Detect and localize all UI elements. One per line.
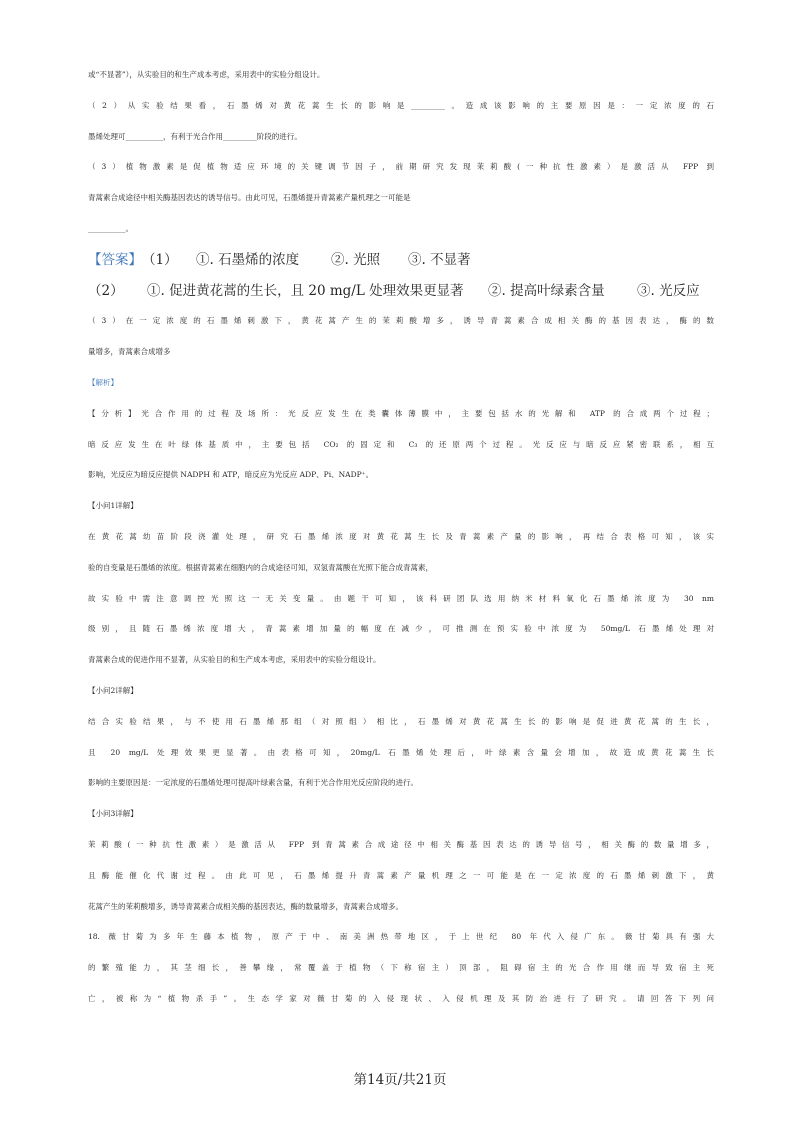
answer-part-3-line: （3）在一定浓度的石墨烯刺激下，黄花蒿产生的茉莉酸增多，诱导青蒿素合成相关酶的基因表达，酶的数 (88, 316, 714, 326)
answer-part-2-row (88, 276, 714, 307)
question-17-line: 墨烯处理可__________，有利于光合作用_________阶段的进行。 (88, 131, 302, 141)
subquestion-2-line: 结合实验结果，与不使用石墨烯那组（对照组）相比，石墨烯对黄花蒿生长的影响是促进黄花蒿的生长， (88, 716, 714, 726)
subquestion-3-heading: 【小问3详解】 (88, 809, 138, 819)
question-17-line: __________。 (88, 223, 133, 233)
answer-part-1-row (88, 245, 714, 276)
analysis-overview-line: 影响，光反应为暗反应提供 NADPH 和 ATP，暗反应为光反应 ADP、Pi、NADP⁺。 (88, 470, 374, 480)
question-17-line: 青蒿素合成途径中相关酶基因表达的诱导信号。由此可见，石墨烯提升青蒿素产量机理之一可能是 (88, 193, 411, 203)
page-body (88, 60, 714, 1015)
question-17-line: 或“不显著”），从实验目的和生产成本考虑，采用表中的实验分组设计。 (88, 70, 325, 79)
question-17-line: （3）植物激素是促植物适应环境的关键调节因子，前期研究发现茉莉酸(一种抗性激素）是激活从 FPP 到 (88, 162, 714, 172)
answer-part-1-item: ②. 光照 (331, 251, 381, 268)
answer-part-1-item: ③. 不显著 (408, 251, 471, 268)
subquestion-3-line: 茉莉酸(一种抗性激素）是激活从 FPP 到青蒿素合成途径中相关酶基因表达的诱导信号，相关酶的数量增多， (88, 839, 714, 849)
question-18-line: 18. 薇甘菊为多年生藤本植物，原产于中、南美洲热带地区，于上世纪 80 年代入侵广东。薇甘菊具有强大 (88, 932, 714, 942)
subquestion-1-heading: 【小问1详解】 (88, 501, 138, 511)
answer-part-2-number: （2） (88, 282, 124, 299)
question-17-line: （2）从实验结果看，石墨烯对黄花蒿生长的影响是_________。造成该影响的主要原因是：一定浓度的石 (88, 100, 714, 110)
subquestion-3-line: 花蒿产生的茉莉酸增多，诱导青蒿素合成相关酶的基因表达，酶的数量增多，青蒿素合成增多。 (88, 901, 403, 911)
analysis-overview-line: 暗反应发生在叶绿体基质中，主要包括 CO₂ 的固定和 C₃ 的还原两个过程。光反应与暗反应紧密联系，相互 (88, 439, 714, 449)
answer-label: 【答案】 (88, 251, 142, 268)
analysis-overview-line: 【分析】光合作用的过程及场所：光反应发生在类囊体薄膜中，主要包括水的光解和 ATP 的合成两个过程； (88, 408, 714, 418)
answer-part-1-number: （1） (142, 251, 178, 268)
subquestion-1-line: 验的自变量是石墨烯的浓度。根据青蒿素在细胞内的合成途径可知，双氢青蒿酸在光照下能合成青蒿素， (88, 562, 433, 572)
page-number: 第14页/共21页 (353, 1072, 447, 1088)
subquestion-1-line: 故实验中需注意调控光照这一无关变量。由题干可知，该科研团队选用纳米材料氧化石墨烯浓度为 30 nm (88, 593, 714, 603)
answer-part-3-line: 量增多，青蒿素合成增多 (88, 347, 171, 357)
subquestion-1-line: 在黄花蒿幼苗阶段浇灌处理，研究石墨烯浓度对黄花蒿生长及青蒿素产量的影响，再结合表格可知，该实 (88, 531, 714, 541)
subquestion-1-line: 青蒿素合成的促进作用不显著，从实验目的和生产成本考虑，采用表中的实验分组设计。 (88, 655, 381, 665)
subquestion-2-line: 且 20 mg/L 处理效果更显著。由表格可知，20mg/L 石墨烯处理后，叶绿素含量会增加，故造成黄花蒿生长 (88, 747, 714, 757)
subquestion-2-line: 影响的主要原因是：一定浓度的石墨烯处理可提高叶绿素含量，有利于光合作用光反应阶段的进行。 (88, 778, 418, 788)
answer-part-2-item: ①. 促进黄花蒿的生长，且 20 mg/L 处理效果更显著 (147, 282, 464, 299)
subquestion-2-heading: 【小问2详解】 (88, 685, 138, 695)
answer-part-2-item: ③. 光反应 (637, 282, 700, 299)
subquestion-3-line: 且酶能催化代谢过程。由此可见，石墨烯提升青蒿素产量机理之一可能是在一定浓度的石墨烯刺激下，黄 (88, 870, 714, 880)
subquestion-1-line: 级别，且随石墨烯浓度增大，青蒿素增加量的幅度在减少，可推测在预实验中浓度为 50mg/L 石墨烯处理对 (88, 624, 714, 634)
answer-part-1-item: ①. 石墨烯的浓度 (196, 251, 300, 268)
question-18-line: 的繁殖能力，其茎细长，善攀缘，常覆盖于植物（下称宿主）顶部，阻碍宿主的光合作用继而导致宿主死 (88, 963, 714, 973)
analysis-label: 【解析】 (88, 377, 118, 387)
question-18-line: 亡，被称为“植物杀手”。生态学家对薇甘菊的入侵现状、入侵机理及其防治进行了研究。请回答下列问 (88, 993, 714, 1003)
answer-part-2-item: ②. 提高叶绿素含量 (488, 282, 605, 299)
